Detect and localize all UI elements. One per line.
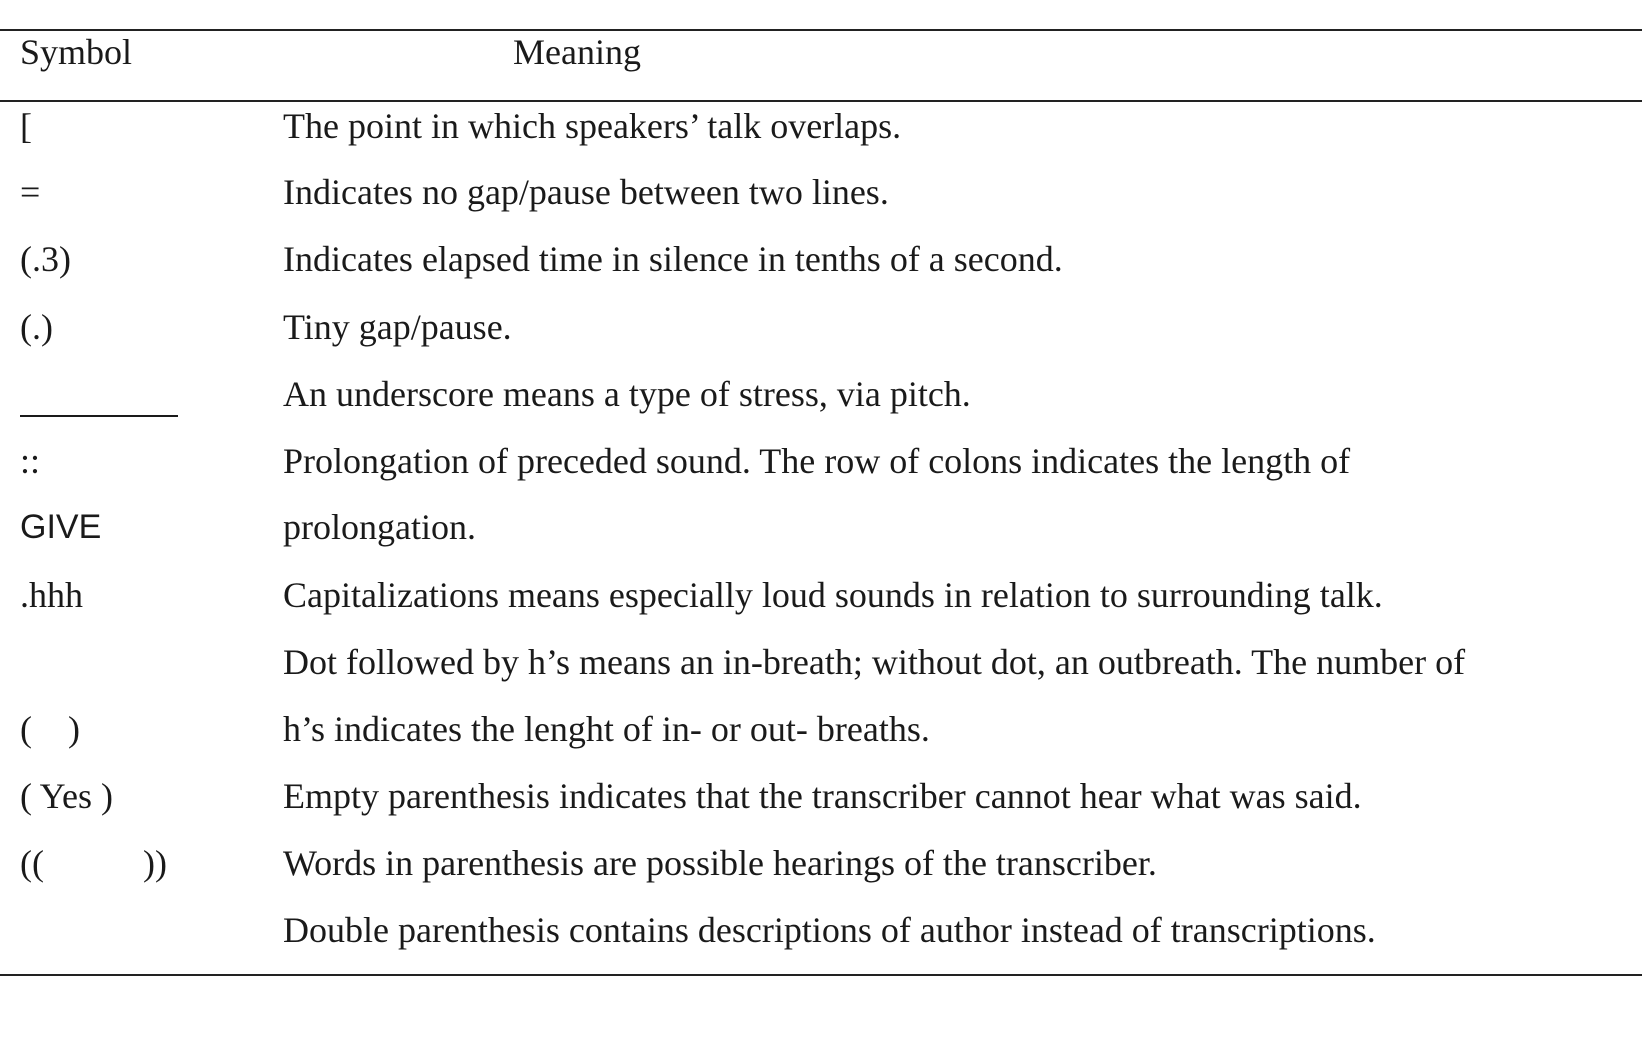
table-row [0,763,1642,830]
symbol-cell: :: [20,441,41,481]
meaning-cell: Capitalizations means especially loud sounds in relation to surrounding talk. [283,575,1383,615]
table-row [0,361,1642,428]
column-header-symbol: Symbol [20,32,133,72]
symbol-cell: (( )) [20,843,167,883]
symbol-cell: (.3) [20,239,71,279]
meaning-cell: h’s indicates the lenght of in- or out- breaths. [283,709,930,749]
meaning-cell: Indicates no gap/pause between two lines. [283,172,889,212]
symbol-cell: [ [20,106,32,146]
symbol-cell: ( ) [20,709,80,749]
symbol-cell: (.) [20,307,53,347]
table-row [0,226,1642,293]
meaning-cell: An underscore means a type of stress, via pitch. [283,374,971,414]
table-row [0,494,1642,561]
table-row [0,159,1642,226]
table-row [0,897,1642,964]
symbol-cell: GIVE [20,508,102,546]
table-row [0,629,1642,696]
meaning-cell: Empty parenthesis indicates that the transcriber cannot hear what was said. [283,776,1362,816]
table-row [0,93,1642,160]
meaning-cell: prolongation. [283,507,476,547]
meaning-cell: Double parenthesis contains descriptions of author instead of transcriptions. [283,910,1376,950]
table-row [0,294,1642,361]
symbol-cell: .hhh [20,575,83,615]
column-header-meaning: Meaning [513,32,641,72]
meaning-cell: Prolongation of preceded sound. The row of colons indicates the length of [283,441,1351,481]
meaning-cell: Dot followed by h’s means an in-breath; without dot, an outbreath. The number of [283,642,1466,682]
table-row [0,562,1642,629]
symbol-cell: = [20,172,41,212]
meaning-cell: Indicates elapsed time in silence in tenths of a second. [283,239,1063,279]
table-row [0,696,1642,763]
meaning-cell: The point in which speakers’ talk overlaps. [283,106,902,146]
underscore-symbol [20,361,178,428]
table-bottom-rule [0,974,1642,976]
meaning-cell: Tiny gap/pause. [283,307,512,347]
symbol-cell: ( Yes ) [20,776,114,816]
table-top-rule [0,29,1642,31]
table-row [0,830,1642,897]
meaning-cell: Words in parenthesis are possible hearings of the transcriber. [283,843,1157,883]
table-row [0,428,1642,495]
